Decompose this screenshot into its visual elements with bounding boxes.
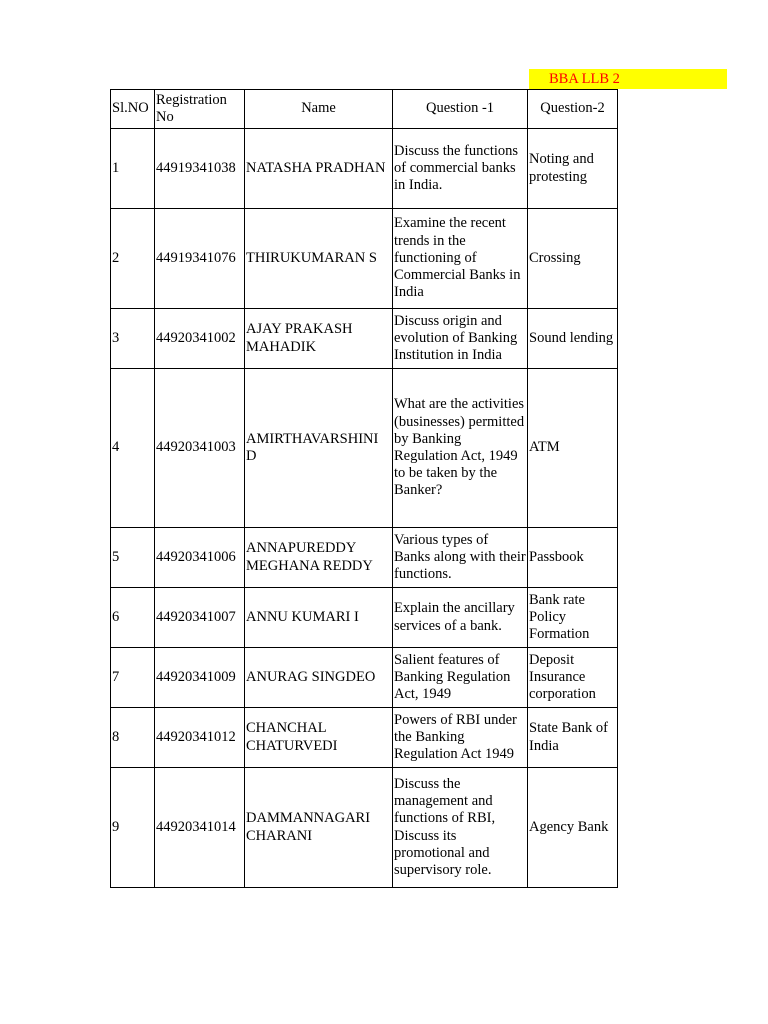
cell-question-1: Salient features of Banking Regulation Act, 1949 [393,648,528,708]
cell-slno: 6 [111,588,155,648]
cell-question-2: State Bank of India [528,708,618,768]
cell-question-1: Explain the ancillary services of a bank. [393,588,528,648]
cell-slno: 5 [111,528,155,588]
table-row [111,369,618,528]
banner-title: BBA LLB 2 [549,71,620,87]
header-registration-no: Registration No [155,90,245,129]
header-name: Name [245,90,393,129]
cell-registration-no: 44920341014 [155,768,245,888]
table-row [111,588,618,648]
table-row [111,768,618,888]
cell-name: AMIRTHAVARSHINI D [245,369,393,528]
cell-question-2: Sound lending [528,309,618,369]
header-question-2: Question-2 [528,90,618,129]
cell-registration-no: 44920341002 [155,309,245,369]
cell-question-2: Deposit Insurance corporation [528,648,618,708]
cell-registration-no: 44920341006 [155,528,245,588]
title-banner [529,69,727,89]
cell-name: ANURAG SINGDEO [245,648,393,708]
table-row [111,309,618,369]
cell-name: AJAY PRAKASH MAHADIK [245,309,393,369]
table-row [111,708,618,768]
table-row [111,528,618,588]
cell-question-1: Discuss the functions of commercial banks in India. [393,129,528,209]
cell-slno: 4 [111,369,155,528]
cell-name: ANNAPUREDDY MEGHANA REDDY [245,528,393,588]
student-questions-table [110,89,618,888]
cell-slno: 3 [111,309,155,369]
cell-slno: 8 [111,708,155,768]
cell-question-2: Passbook [528,528,618,588]
cell-question-1: Examine the recent trends in the functioning of Commercial Banks in India [393,209,528,309]
cell-slno: 9 [111,768,155,888]
cell-slno: 2 [111,209,155,309]
header-slno: Sl.NO [111,90,155,129]
cell-question-1: Discuss the management and functions of RBI, Discuss its promotional and supervisory role. [393,768,528,888]
cell-registration-no: 44920341009 [155,648,245,708]
header-row [111,90,618,129]
header-question-1: Question -1 [393,90,528,129]
cell-question-1: Powers of RBI under the Banking Regulation Act 1949 [393,708,528,768]
cell-registration-no: 44920341007 [155,588,245,648]
cell-registration-no: 44920341003 [155,369,245,528]
cell-question-2: ATM [528,369,618,528]
cell-name: CHANCHAL CHATURVEDI [245,708,393,768]
cell-question-2: Noting and protesting [528,129,618,209]
cell-registration-no: 44919341038 [155,129,245,209]
table-row [111,648,618,708]
cell-slno: 1 [111,129,155,209]
cell-registration-no: 44919341076 [155,209,245,309]
table-row [111,129,618,209]
cell-question-1: Various types of Banks along with their functions. [393,528,528,588]
cell-name: NATASHA PRADHAN [245,129,393,209]
cell-question-2: Crossing [528,209,618,309]
cell-question-2: Agency Bank [528,768,618,888]
cell-question-1: Discuss origin and evolution of Banking Institution in India [393,309,528,369]
cell-name: ANNU KUMARI I [245,588,393,648]
cell-question-2: Bank rate Policy Formation [528,588,618,648]
table-row [111,209,618,309]
cell-name: THIRUKUMARAN S [245,209,393,309]
cell-registration-no: 44920341012 [155,708,245,768]
cell-name: DAMMANNAGARI CHARANI [245,768,393,888]
cell-question-1: What are the activities (businesses) permitted by Banking Regulation Act, 1949 to be taken by the Banker? [393,369,528,528]
cell-slno: 7 [111,648,155,708]
